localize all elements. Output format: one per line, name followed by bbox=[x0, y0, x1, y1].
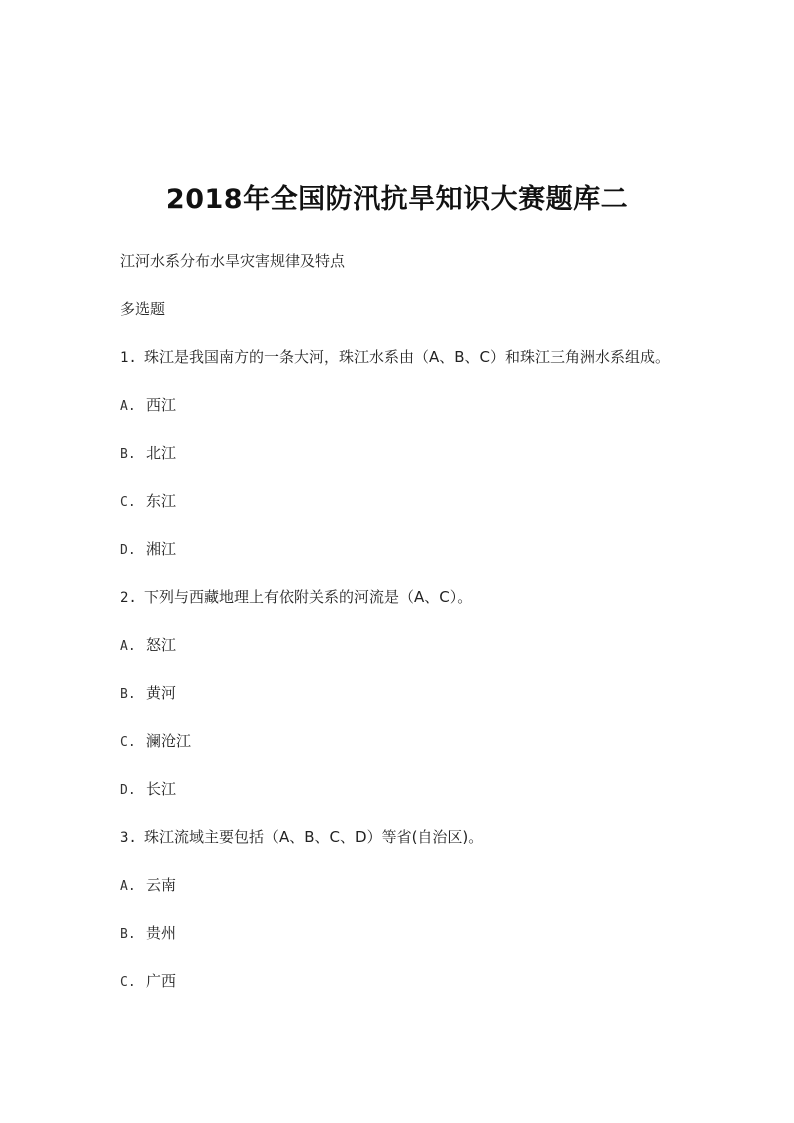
question-text: 珠江流域主要包括（A、B、C、D）等省(自治区)。 bbox=[144, 828, 484, 846]
option-letter: C. bbox=[120, 735, 136, 750]
option-text: 北江 bbox=[146, 444, 177, 462]
option-text: 广西 bbox=[146, 972, 177, 990]
question-2-option-b bbox=[120, 683, 176, 705]
question-3-option-c bbox=[120, 971, 176, 993]
question-1 bbox=[120, 347, 670, 368]
option-text: 长江 bbox=[146, 780, 177, 798]
option-text: 贵州 bbox=[146, 924, 177, 942]
option-text: 怒江 bbox=[146, 636, 177, 654]
option-letter: A. bbox=[120, 399, 136, 414]
question-number: 2. bbox=[120, 590, 137, 606]
question-type-label: 多选题 bbox=[120, 300, 166, 318]
section-heading: 江河水系分布水旱灾害规律及特点 bbox=[120, 252, 346, 270]
option-letter: B. bbox=[120, 927, 136, 942]
question-3-option-b bbox=[120, 923, 176, 945]
question-1-option-c bbox=[120, 491, 176, 513]
question-2-option-d bbox=[120, 779, 176, 801]
question-number: 1. bbox=[120, 350, 137, 366]
option-letter: A. bbox=[120, 879, 136, 894]
question-2-option-a bbox=[120, 635, 176, 657]
option-letter: A. bbox=[120, 639, 136, 654]
option-letter: D. bbox=[120, 783, 136, 798]
question-1-option-b bbox=[120, 443, 176, 465]
option-text: 西江 bbox=[146, 396, 177, 414]
question-2-option-c bbox=[120, 731, 191, 753]
question-text: 珠江是我国南方的一条大河，珠江水系由（A、B、C）和珠江三角洲水系组成。 bbox=[144, 348, 671, 366]
option-text: 东江 bbox=[146, 492, 177, 510]
option-letter: D. bbox=[120, 543, 136, 558]
option-letter: B. bbox=[120, 447, 136, 462]
option-letter: B. bbox=[120, 687, 136, 702]
option-text: 云南 bbox=[146, 876, 177, 894]
question-2 bbox=[120, 587, 472, 608]
question-3-option-a bbox=[120, 875, 176, 897]
question-1-option-d bbox=[120, 539, 176, 561]
question-1-option-a bbox=[120, 395, 176, 417]
option-letter: C. bbox=[120, 975, 136, 990]
option-letter: C. bbox=[120, 495, 136, 510]
option-text: 黄河 bbox=[146, 684, 177, 702]
option-text: 湘江 bbox=[146, 540, 177, 558]
question-number: 3. bbox=[120, 830, 137, 846]
page-title: 2018年全国防汛抗旱知识大赛题库二 bbox=[165, 184, 629, 215]
question-3 bbox=[120, 827, 483, 848]
option-text: 澜沧江 bbox=[146, 732, 192, 750]
question-text: 下列与西藏地理上有依附关系的河流是（A、C）。 bbox=[144, 588, 473, 606]
